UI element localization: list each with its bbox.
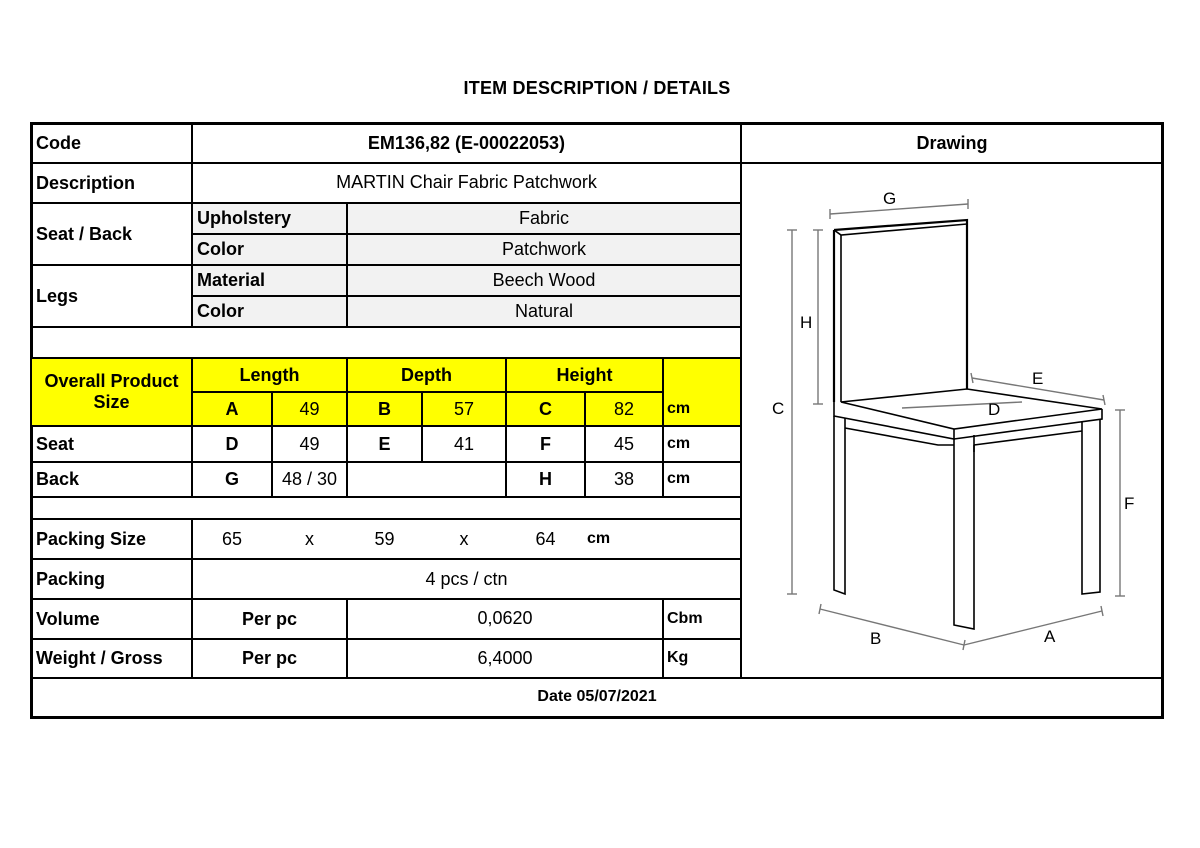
dim-d-value: 49 [299,433,320,454]
packing-size-label: Packing Size [36,528,147,549]
upholstery-value: Fabric [518,207,569,228]
dim-label-b: B [870,629,882,648]
packing-x2: x [459,528,469,549]
seat-color-value: Patchwork [501,238,587,259]
legs-color-value: Natural [514,300,574,321]
row-divider [32,326,741,328]
packing-unit: cm [587,529,611,547]
legs-color-label: Color [197,300,244,321]
dim-c-label: C [539,398,552,419]
back-unit: cm [667,470,691,488]
dim-h-value: 38 [613,469,635,490]
dim-b-value: 57 [453,398,475,419]
dim-b-label: B [378,398,391,419]
drawing-header: Drawing [916,132,988,153]
weight-per: Per pc [241,648,298,669]
packing-length: 65 [221,528,243,549]
volume-label: Volume [36,608,100,629]
dim-a-label: A [225,398,239,419]
dim-label-f: F [1124,494,1135,513]
code-label: Code [36,132,81,153]
dim-d-label: D [225,433,239,454]
packing-width: 59 [374,528,395,549]
weight-value: 6,4000 [477,648,533,669]
dim-f-value: 45 [613,433,635,454]
dim-h-label: H [539,469,552,490]
dim-label-g: G [883,189,897,208]
dim-g-label: G [224,469,239,490]
dim-f-label: F [540,433,551,454]
height-header: Height [556,364,613,385]
seat-unit: cm [667,434,691,452]
upholstery-label: Upholstery [197,207,292,228]
back-label: Back [36,469,80,490]
chair-illustration [742,162,1162,678]
depth-header: Depth [401,364,452,385]
packing-height: 64 [535,528,556,549]
dim-g-value: 48 / 30 [281,469,338,490]
size-unit: cm [667,399,691,417]
weight-label: Weight / Gross [36,648,163,669]
packing-value: 4 pcs / ctn [425,568,508,589]
volume-unit: Cbm [667,609,703,627]
description-value: MARTIN Chair Fabric Patchwork [336,171,597,192]
seat-label: Seat [36,433,75,454]
overall-size-label: Overall Product Size [44,371,179,412]
row-divider [32,496,741,498]
dim-e-label: E [378,433,391,454]
seat-back-label: Seat / Back [36,223,133,244]
dim-a-value: 49 [299,398,320,419]
date-label: Date 05/07/2021 [537,688,657,706]
seat-color-label: Color [197,238,244,259]
dim-label-e: E [1032,369,1044,388]
material-value: Beech Wood [492,269,596,290]
dim-label-a: A [1044,627,1056,646]
code-value: EM136,82 (E-00022053) [367,132,566,153]
weight-unit: Kg [667,649,689,667]
dim-c-value: 82 [613,398,635,419]
length-header: Length [239,364,300,385]
description-label: Description [36,172,136,193]
material-label: Material [197,269,266,290]
dim-label-c: C [772,399,785,418]
dim-label-d: D [988,400,1001,419]
page-title: ITEM DESCRIPTION / DETAILS [463,78,731,98]
packing-label: Packing [36,568,106,589]
chair-drawing [742,162,1162,678]
volume-per: Per pc [241,608,298,629]
dim-label-h: H [800,313,813,332]
legs-label: Legs [36,285,79,306]
packing-x1: x [305,528,314,549]
dim-e-value: 41 [453,433,475,454]
volume-value: 0,0620 [477,607,533,628]
